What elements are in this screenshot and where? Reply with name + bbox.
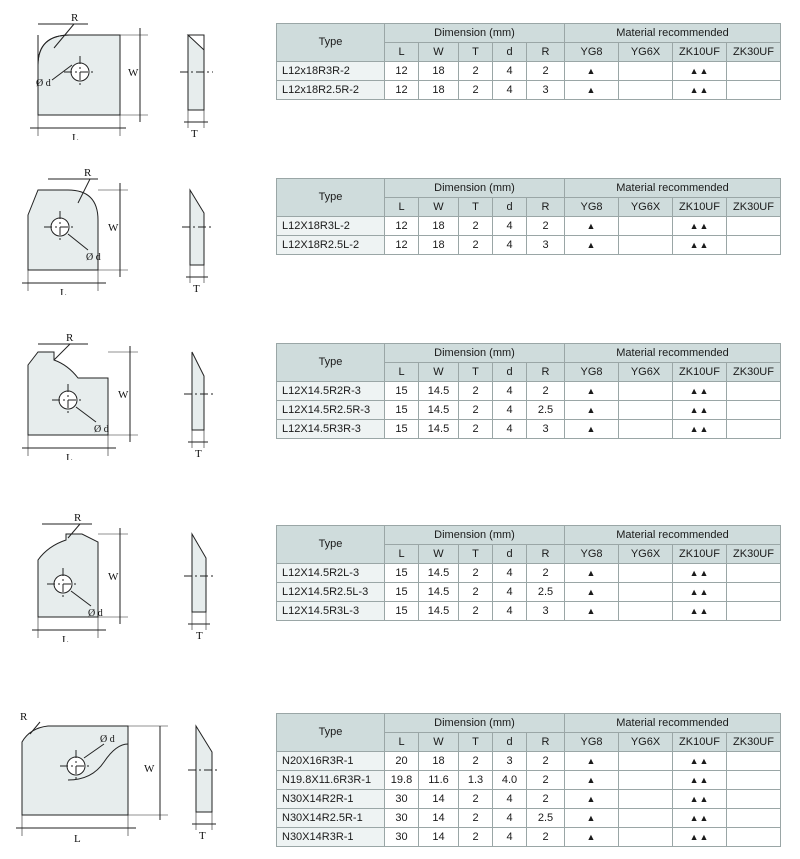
cell-YG6X <box>619 420 673 439</box>
cell-L: 15 <box>385 401 419 420</box>
th-W: W <box>419 363 459 382</box>
table-row <box>277 420 781 439</box>
cell-T: 2 <box>459 81 493 100</box>
cell-W: 14.5 <box>419 420 459 439</box>
cell-W: 11.6 <box>419 771 459 790</box>
spec-block-3 <box>8 330 781 460</box>
cell-R: 3 <box>527 81 565 100</box>
spec-block-1 <box>8 10 781 140</box>
cell-d: 4 <box>493 236 527 255</box>
th-W: W <box>419 198 459 217</box>
cell-YG6X <box>619 809 673 828</box>
cell-ZK10UF: ▲▲ <box>673 217 727 236</box>
th-dimension: Dimension (mm) <box>385 179 565 198</box>
cell-d: 4 <box>493 401 527 420</box>
cell-R: 3 <box>527 236 565 255</box>
cell-YG8: ▲ <box>565 828 619 847</box>
cell-ZK10UF: ▲▲ <box>673 81 727 100</box>
label-L: L <box>62 634 69 642</box>
th-R: R <box>527 43 565 62</box>
cell-type: N30X14R2.5R-1 <box>277 809 385 828</box>
cell-W: 14.5 <box>419 401 459 420</box>
th-dimension: Dimension (mm) <box>385 24 565 43</box>
cell-R: 2 <box>527 564 565 583</box>
spec-block-2 <box>8 165 781 295</box>
cell-YG6X <box>619 236 673 255</box>
th-dimension: Dimension (mm) <box>385 344 565 363</box>
th-ZK30UF: ZK30UF <box>727 733 781 752</box>
cell-ZK30UF <box>727 236 781 255</box>
th-YG6X: YG6X <box>619 545 673 564</box>
cell-ZK30UF <box>727 752 781 771</box>
table-row <box>277 752 781 771</box>
cell-YG8: ▲ <box>565 602 619 621</box>
label-W: W <box>144 763 155 775</box>
th-material: Material recommended <box>565 179 781 198</box>
th-T: T <box>459 363 493 382</box>
cell-YG6X <box>619 790 673 809</box>
cell-ZK10UF: ▲▲ <box>673 583 727 602</box>
label-L: L <box>60 287 67 295</box>
label-d: Ø d <box>36 78 51 89</box>
cell-type: L12X14.5R2L-3 <box>277 564 385 583</box>
th-ZK30UF: ZK30UF <box>727 198 781 217</box>
insert-drawing-2 <box>8 165 263 295</box>
th-ZK30UF: ZK30UF <box>727 545 781 564</box>
cell-L: 15 <box>385 564 419 583</box>
spec-table-5 <box>276 713 781 847</box>
th-d: d <box>493 545 527 564</box>
th-d: d <box>493 733 527 752</box>
cell-ZK30UF <box>727 790 781 809</box>
label-R: R <box>20 711 28 723</box>
cell-YG8: ▲ <box>565 62 619 81</box>
cell-ZK30UF <box>727 382 781 401</box>
label-R: R <box>74 512 82 524</box>
th-type: Type <box>277 179 385 217</box>
cell-type: L12X14.5R3R-3 <box>277 420 385 439</box>
th-W: W <box>419 733 459 752</box>
cell-YG6X <box>619 62 673 81</box>
th-material: Material recommended <box>565 24 781 43</box>
cell-type: L12X18R3L-2 <box>277 217 385 236</box>
cell-ZK10UF: ▲▲ <box>673 382 727 401</box>
cell-W: 18 <box>419 236 459 255</box>
cell-ZK30UF <box>727 771 781 790</box>
cell-ZK30UF <box>727 401 781 420</box>
cell-ZK30UF <box>727 828 781 847</box>
cell-T: 2 <box>459 217 493 236</box>
th-YG6X: YG6X <box>619 43 673 62</box>
cell-T: 2 <box>459 583 493 602</box>
cell-L: 15 <box>385 583 419 602</box>
cell-T: 2 <box>459 564 493 583</box>
cell-YG8: ▲ <box>565 382 619 401</box>
cell-ZK30UF <box>727 564 781 583</box>
cell-d: 4 <box>493 62 527 81</box>
cell-W: 14 <box>419 828 459 847</box>
th-type: Type <box>277 344 385 382</box>
spec-table-3 <box>276 343 781 439</box>
cell-ZK30UF <box>727 62 781 81</box>
cell-YG8: ▲ <box>565 583 619 602</box>
th-material: Material recommended <box>565 714 781 733</box>
th-T: T <box>459 545 493 564</box>
cell-YG6X <box>619 602 673 621</box>
table-row <box>277 564 781 583</box>
cell-d: 4 <box>493 420 527 439</box>
cell-L: 15 <box>385 602 419 621</box>
th-R: R <box>527 198 565 217</box>
label-L: L <box>66 452 73 460</box>
cell-type: L12X18R2.5L-2 <box>277 236 385 255</box>
th-YG8: YG8 <box>565 733 619 752</box>
cell-YG8: ▲ <box>565 81 619 100</box>
insert-drawing-4 <box>8 512 263 642</box>
th-ZK10UF: ZK10UF <box>673 198 727 217</box>
cell-ZK30UF <box>727 809 781 828</box>
table-row <box>277 828 781 847</box>
label-T: T <box>193 283 200 295</box>
cell-L: 30 <box>385 828 419 847</box>
table-row <box>277 382 781 401</box>
cell-T: 2 <box>459 236 493 255</box>
cell-R: 2 <box>527 790 565 809</box>
th-YG8: YG8 <box>565 363 619 382</box>
th-material: Material recommended <box>565 526 781 545</box>
spec-block-4 <box>8 512 781 642</box>
cell-L: 12 <box>385 236 419 255</box>
insert-drawing-5 <box>8 700 263 850</box>
th-T: T <box>459 198 493 217</box>
cell-W: 14.5 <box>419 602 459 621</box>
cell-ZK10UF: ▲▲ <box>673 236 727 255</box>
th-dimension: Dimension (mm) <box>385 526 565 545</box>
cell-YG6X <box>619 382 673 401</box>
cell-W: 14 <box>419 790 459 809</box>
cell-W: 14.5 <box>419 382 459 401</box>
cell-ZK30UF <box>727 602 781 621</box>
cell-type: L12X14.5R2.5R-3 <box>277 401 385 420</box>
cell-T: 2 <box>459 752 493 771</box>
cell-R: 2 <box>527 62 565 81</box>
cell-YG6X <box>619 828 673 847</box>
label-T: T <box>195 448 202 460</box>
th-ZK30UF: ZK30UF <box>727 43 781 62</box>
cell-T: 2 <box>459 420 493 439</box>
cell-T: 2 <box>459 602 493 621</box>
cell-ZK30UF <box>727 583 781 602</box>
cell-type: N20X16R3R-1 <box>277 752 385 771</box>
insert-drawing-3 <box>8 330 263 460</box>
th-ZK30UF: ZK30UF <box>727 363 781 382</box>
spec-table-2 <box>276 178 781 255</box>
cell-YG8: ▲ <box>565 564 619 583</box>
cell-type: L12x18R2.5R-2 <box>277 81 385 100</box>
cell-T: 2 <box>459 62 493 81</box>
label-T: T <box>196 630 203 642</box>
cell-type: L12x18R3R-2 <box>277 62 385 81</box>
label-R: R <box>71 12 79 24</box>
cell-L: 30 <box>385 790 419 809</box>
cell-type: L12X14.5R2R-3 <box>277 382 385 401</box>
cell-YG8: ▲ <box>565 217 619 236</box>
th-L: L <box>385 43 419 62</box>
th-type: Type <box>277 24 385 62</box>
cell-d: 4 <box>493 602 527 621</box>
cell-YG6X <box>619 752 673 771</box>
th-L: L <box>385 545 419 564</box>
cell-R: 2 <box>527 217 565 236</box>
th-YG8: YG8 <box>565 545 619 564</box>
cell-type: N30X14R3R-1 <box>277 828 385 847</box>
th-R: R <box>527 545 565 564</box>
th-YG6X: YG6X <box>619 198 673 217</box>
cell-YG8: ▲ <box>565 809 619 828</box>
th-W: W <box>419 545 459 564</box>
cell-L: 12 <box>385 81 419 100</box>
table-row <box>277 809 781 828</box>
cell-T: 2 <box>459 790 493 809</box>
cell-R: 3 <box>527 420 565 439</box>
cell-R: 2 <box>527 771 565 790</box>
cell-T: 2 <box>459 828 493 847</box>
th-dimension: Dimension (mm) <box>385 714 565 733</box>
cell-ZK10UF: ▲▲ <box>673 420 727 439</box>
cell-L: 15 <box>385 382 419 401</box>
th-T: T <box>459 43 493 62</box>
cell-R: 2 <box>527 828 565 847</box>
table-row <box>277 790 781 809</box>
label-W: W <box>108 571 119 583</box>
cell-ZK10UF: ▲▲ <box>673 809 727 828</box>
table-row <box>277 401 781 420</box>
cell-ZK10UF: ▲▲ <box>673 752 727 771</box>
cell-T: 2 <box>459 382 493 401</box>
table-row <box>277 62 781 81</box>
cell-ZK10UF: ▲▲ <box>673 564 727 583</box>
cell-d: 4 <box>493 382 527 401</box>
table-row <box>277 236 781 255</box>
cell-YG8: ▲ <box>565 420 619 439</box>
cell-T: 1.3 <box>459 771 493 790</box>
cell-L: 12 <box>385 62 419 81</box>
th-R: R <box>527 733 565 752</box>
cell-d: 4 <box>493 828 527 847</box>
cell-d: 4 <box>493 809 527 828</box>
cell-type: L12X14.5R3L-3 <box>277 602 385 621</box>
th-d: d <box>493 363 527 382</box>
label-d: Ø d <box>88 608 103 619</box>
cell-d: 4 <box>493 790 527 809</box>
label-d: Ø d <box>86 252 101 263</box>
cell-R: 2 <box>527 752 565 771</box>
cell-YG8: ▲ <box>565 401 619 420</box>
cell-YG6X <box>619 217 673 236</box>
cell-d: 3 <box>493 752 527 771</box>
cell-d: 4.0 <box>493 771 527 790</box>
spec-block-5 <box>8 700 781 850</box>
th-YG8: YG8 <box>565 43 619 62</box>
cell-YG8: ▲ <box>565 752 619 771</box>
cell-d: 4 <box>493 564 527 583</box>
table-row <box>277 583 781 602</box>
cell-type: L12X14.5R2.5L-3 <box>277 583 385 602</box>
cell-W: 18 <box>419 217 459 236</box>
cell-W: 18 <box>419 62 459 81</box>
table-row <box>277 81 781 100</box>
cell-YG6X <box>619 81 673 100</box>
table-row <box>277 602 781 621</box>
cell-ZK10UF: ▲▲ <box>673 790 727 809</box>
label-W: W <box>128 67 139 79</box>
label-T: T <box>191 128 198 140</box>
th-type: Type <box>277 526 385 564</box>
cell-type: N19.8X11.6R3R-1 <box>277 771 385 790</box>
th-YG8: YG8 <box>565 198 619 217</box>
cell-YG8: ▲ <box>565 790 619 809</box>
cell-YG8: ▲ <box>565 236 619 255</box>
cell-YG6X <box>619 564 673 583</box>
cell-YG6X <box>619 771 673 790</box>
label-T: T <box>199 830 206 842</box>
cell-type: N30X14R2R-1 <box>277 790 385 809</box>
cell-R: 2.5 <box>527 809 565 828</box>
label-L: L <box>74 833 81 845</box>
label-d: Ø d <box>100 734 115 745</box>
cell-YG6X <box>619 583 673 602</box>
cell-d: 4 <box>493 583 527 602</box>
cell-ZK10UF: ▲▲ <box>673 62 727 81</box>
cell-d: 4 <box>493 81 527 100</box>
cell-d: 4 <box>493 217 527 236</box>
cell-W: 18 <box>419 752 459 771</box>
cell-ZK30UF <box>727 81 781 100</box>
th-T: T <box>459 733 493 752</box>
label-R: R <box>66 332 74 344</box>
cell-L: 15 <box>385 420 419 439</box>
cell-YG8: ▲ <box>565 771 619 790</box>
cell-R: 2.5 <box>527 401 565 420</box>
th-material: Material recommended <box>565 344 781 363</box>
th-ZK10UF: ZK10UF <box>673 733 727 752</box>
cell-ZK10UF: ▲▲ <box>673 828 727 847</box>
th-L: L <box>385 198 419 217</box>
th-YG6X: YG6X <box>619 733 673 752</box>
table-row <box>277 217 781 236</box>
label-L: L <box>72 132 79 140</box>
th-ZK10UF: ZK10UF <box>673 545 727 564</box>
cell-W: 18 <box>419 81 459 100</box>
th-d: d <box>493 43 527 62</box>
cell-W: 14.5 <box>419 564 459 583</box>
cell-ZK30UF <box>727 420 781 439</box>
th-type: Type <box>277 714 385 752</box>
cell-L: 19.8 <box>385 771 419 790</box>
label-W: W <box>108 222 119 234</box>
cell-YG6X <box>619 401 673 420</box>
th-L: L <box>385 363 419 382</box>
th-W: W <box>419 43 459 62</box>
spec-table-1 <box>276 23 781 100</box>
label-R: R <box>84 167 92 179</box>
cell-ZK30UF <box>727 217 781 236</box>
cell-ZK10UF: ▲▲ <box>673 771 727 790</box>
label-W: W <box>118 389 129 401</box>
cell-L: 20 <box>385 752 419 771</box>
cell-R: 2.5 <box>527 583 565 602</box>
cell-L: 12 <box>385 217 419 236</box>
cell-R: 2 <box>527 382 565 401</box>
cell-W: 14.5 <box>419 583 459 602</box>
th-YG6X: YG6X <box>619 363 673 382</box>
cell-ZK10UF: ▲▲ <box>673 401 727 420</box>
th-ZK10UF: ZK10UF <box>673 363 727 382</box>
cell-T: 2 <box>459 809 493 828</box>
th-d: d <box>493 198 527 217</box>
th-R: R <box>527 363 565 382</box>
th-ZK10UF: ZK10UF <box>673 43 727 62</box>
spec-table-4 <box>276 525 781 621</box>
table-row <box>277 771 781 790</box>
cell-R: 3 <box>527 602 565 621</box>
label-d: Ø d <box>94 424 109 435</box>
cell-T: 2 <box>459 401 493 420</box>
th-L: L <box>385 733 419 752</box>
cell-W: 14 <box>419 809 459 828</box>
insert-drawing-1 <box>8 10 263 140</box>
cell-L: 30 <box>385 809 419 828</box>
cell-ZK10UF: ▲▲ <box>673 602 727 621</box>
